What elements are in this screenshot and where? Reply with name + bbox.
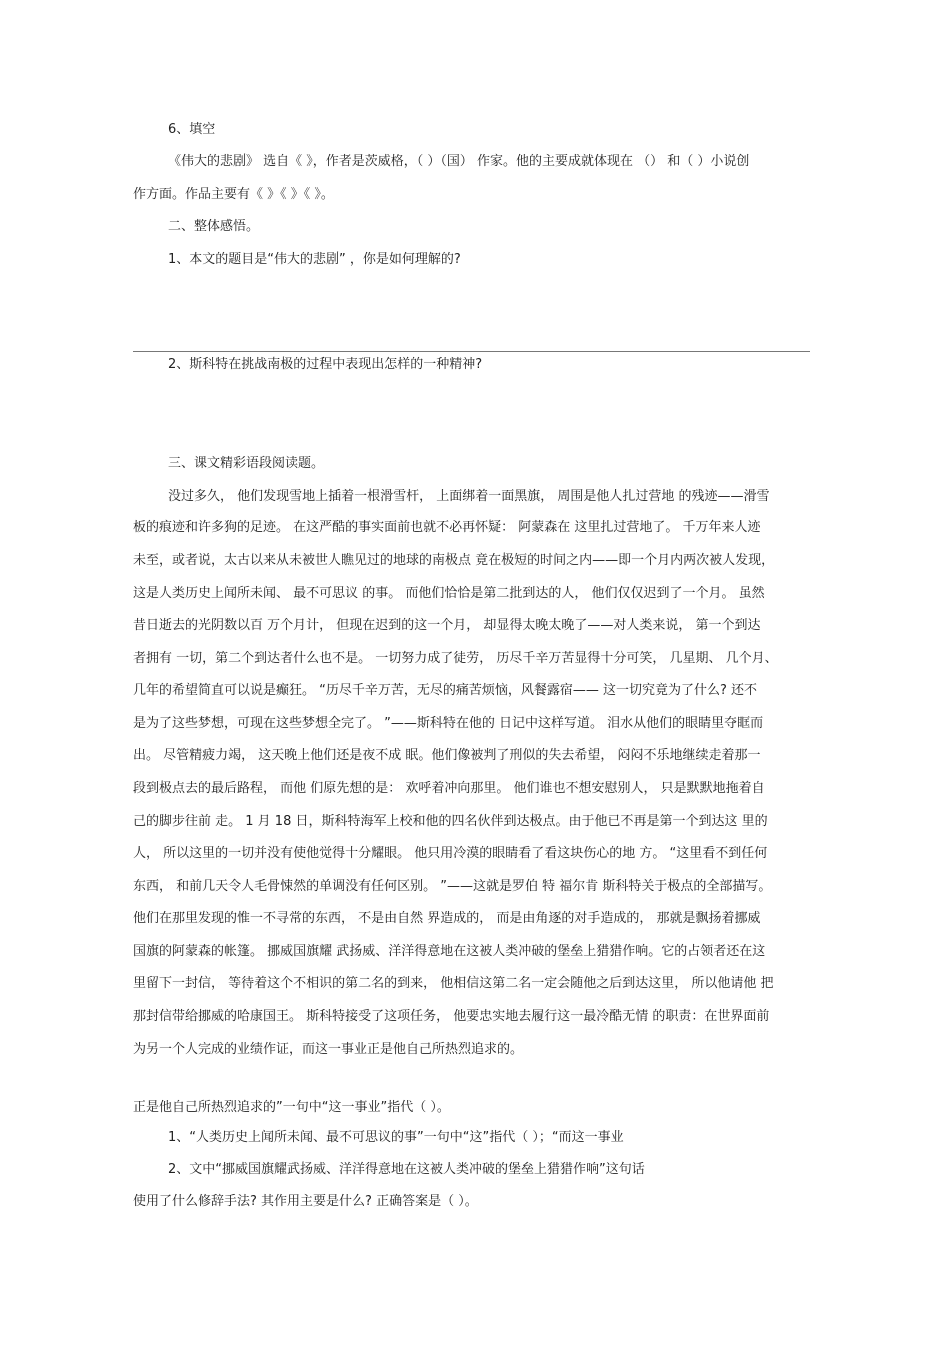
reading-heading: 三、课文精彩语段阅读题。 [168, 456, 325, 471]
fill-heading: 6、填空 [168, 122, 216, 137]
passage-line: 他们在那里发现的惟一不寻常的东西， 不是由自然 界造成的， 而是由角逐的对手造成的， 那就是飘扬着挪威 [133, 911, 761, 926]
passage-line: 几年的希望简直可以说是癫狂。 “历尽千辛万苦，无尽的痛苦烦恼，风餐露宿—— 这一切究竟为了什么? 还不 [133, 683, 758, 698]
passage-line: 段到极点去的最后路程， 而他 们原先想的是： 欢呼着冲向那里。 他们谁也不想安慰别人， 只是默默地拖着自 [133, 781, 765, 796]
passage-line: 未至，或者说，太古以来从未被世人瞧见过的地球的南极点 竟在极短的时间之内——即一个月内两次被人发现， [133, 553, 775, 568]
passage-line: 那封信带给挪威的哈康国王。 斯科特接受了这项任务， 他要忠实地去履行这一最冷酷无情 的职责：在世界面前 [133, 1009, 770, 1024]
passage-line: 昔日逝去的光阴数以百 万个月计， 但现在迟到的这一个月， 却显得太晚太晚了——对人类来说， 第一个到达 [133, 618, 761, 633]
passage-line: 东西， 和前几天令人毛骨悚然的单调没有任何区别。 ”——这就是罗伯 特 福尔肯 斯科特关于极点的全部描写。 [133, 879, 772, 894]
overall-question-2: 2、斯科特在挑战南极的过程中表现出怎样的一种精神? [168, 357, 483, 372]
passage-line: 出。 尽管精疲力竭， 这天晚上他们还是夜不成 眠。他们像被判了刑似的失去希望， 闷闷不乐地继续走着那一 [133, 748, 761, 763]
passage-line: 者拥有 一切，第二个到达者什么也不是。 一切努力成了徒劳， 历尽千辛万苦显得十分可笑， 几星期、 几个月、 [133, 651, 778, 666]
passage-line: 为另一个人完成的业绩作证，而这一事业正是他自己所热烈追求的。 [133, 1042, 524, 1057]
reading-question-2-cont: 使用了什么修辞手法? 其作用主要是什么? 正确答案是（ ）。 [133, 1194, 478, 1209]
passage-line: 国旗的阿蒙森的帐篷。 挪威国旗耀 武扬威、洋洋得意地在这被人类冲破的堡垒上猎猎作响。它的占领者还在这 [133, 944, 766, 959]
passage-line: 是为了这些梦想，可现在这些梦想全完了。 ”——斯科特在他的 日记中这样写道。 泪水从他们的眼睛里夺眶而 [133, 716, 764, 731]
reading-question-2: 2、文中“挪威国旗耀武扬威、洋洋得意地在这被人类冲破的堡垒上猎猎作响”这句话 [168, 1162, 645, 1177]
overall-question-1: 1、本文的题目是“伟大的悲剧” ，你是如何理解的? [168, 252, 461, 267]
passage-line: 己的脚步往前 走。 1 月 18 日，斯科特海军上校和他的四名伙伴到达极点。由于他已不再是第一个到达这 里的 [133, 814, 768, 829]
overall-heading: 二、整体感悟。 [168, 219, 260, 234]
passage-line: 这是人类历史上闻所未闻、 最不可思议 的事。 而他们恰恰是第二批到达的人， 他们仅仅迟到了一个月。 虽然 [133, 586, 765, 601]
passage-line: 里留下一封信， 等待着这个不相识的第二名的到来， 他相信这第二名一定会随他之后到达这里， 所以他请他 把 [133, 976, 774, 991]
passage-line: 板的痕迹和许多狗的足迹。 在这严酷的事实面前也就不必再怀疑： 阿蒙森在 这里扎过营地了。 千万年来人迹 [133, 520, 761, 535]
reading-question-1: 1、“人类历史上闻所未闻、最不可思议的事”一句中“这”指代（ ）；“而这一事业 [168, 1130, 624, 1145]
fill-line-1: 《伟大的悲剧》 选自《 》，作者是茨威格，（ ）（国） 作家。他的主要成就体现在 （） 和（ ）小说创 [168, 154, 750, 169]
passage-line: 人， 所以这里的一切并没有使他觉得十分耀眼。 他只用冷漠的眼睛看了看这块伤心的地 方。 “这里看不到任何 [133, 846, 768, 861]
reading-tail-text: 正是他自己所热烈追求的”一句中“这一事业”指代（ ）。 [133, 1100, 450, 1115]
passage-line: 没过多久， 他们发现雪地上插着一根滑雪杆， 上面绑着一面黑旗， 周围是他人扎过营地 的残迹——滑雪 [168, 489, 770, 504]
divider-line [133, 351, 810, 352]
fill-line-2: 作方面。作品主要有《 》《 》《 》。 [133, 187, 334, 202]
